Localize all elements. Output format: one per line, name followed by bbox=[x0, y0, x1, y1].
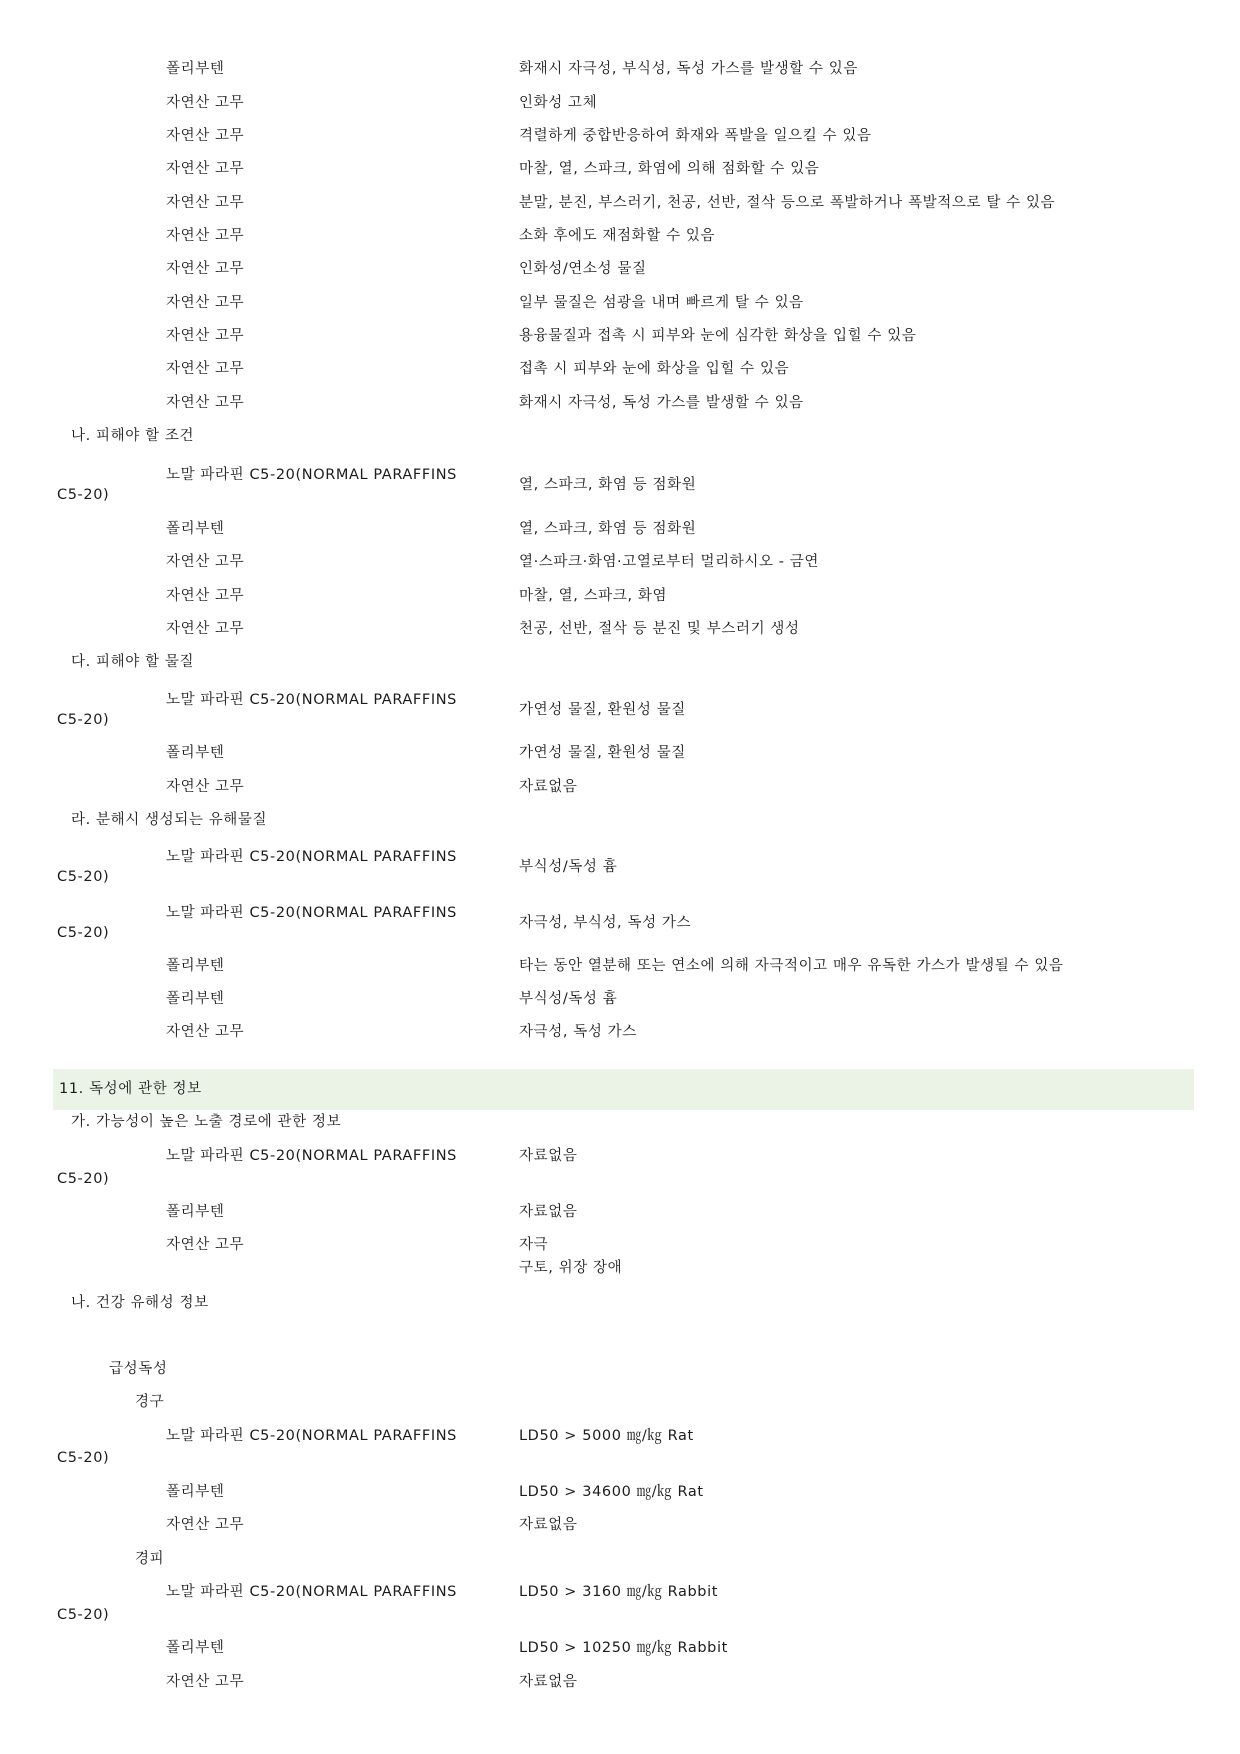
tox-value: 자료없음 bbox=[519, 1674, 578, 1690]
substance-name-continued: C5-20) bbox=[57, 925, 110, 941]
substance-name-continued: C5-20) bbox=[57, 712, 110, 728]
substance-name: 자연산 고무 bbox=[166, 1517, 245, 1533]
substance-name: 노말 파라핀 C5-20(NORMAL PARAFFINS bbox=[166, 849, 457, 865]
subsection-heading: 나. 피해야 할 조건 bbox=[71, 428, 195, 444]
substance-name-continued: C5-20) bbox=[57, 487, 110, 503]
hazard-value: 용융물질과 접촉 시 피부와 눈에 심각한 화상을 입힐 수 있음 bbox=[519, 328, 917, 344]
hazard-value: 부식성/독성 흄 bbox=[519, 859, 618, 875]
hazard-value: 화재시 자극성, 부식성, 독성 가스를 발생할 수 있음 bbox=[519, 61, 859, 77]
hazard-value: 자극성, 독성 가스 bbox=[519, 1024, 637, 1040]
substance-name: 자연산 고무 bbox=[166, 621, 245, 637]
substance-name: 자연산 고무 bbox=[166, 1024, 245, 1040]
tox-value: 자료없음 bbox=[519, 1204, 578, 1220]
hazard-value: 자극성, 부식성, 독성 가스 bbox=[519, 915, 692, 931]
substance-name: 노말 파라핀 C5-20(NORMAL PARAFFINS bbox=[166, 905, 457, 921]
substance-name: 자연산 고무 bbox=[166, 195, 245, 211]
subsection-heading: 다. 피해야 할 물질 bbox=[71, 654, 195, 670]
tox-value-line2: 구토, 위장 장애 bbox=[519, 1260, 623, 1276]
substance-name: 자연산 고무 bbox=[166, 228, 245, 244]
substance-name-continued: C5-20) bbox=[57, 1171, 110, 1187]
substance-name: 자연산 고무 bbox=[166, 128, 245, 144]
substance-name: 자연산 고무 bbox=[166, 395, 245, 411]
substance-name: 폴리부텐 bbox=[166, 958, 225, 974]
substance-name: 자연산 고무 bbox=[166, 1674, 245, 1690]
substance-name: 자연산 고무 bbox=[166, 261, 245, 277]
acute-toxicity-heading: 급성독성 bbox=[109, 1361, 168, 1377]
substance-name-continued: C5-20) bbox=[57, 1607, 110, 1623]
hazard-value: 열, 스파크, 화염 등 점화원 bbox=[519, 521, 697, 537]
substance-name-continued: C5-20) bbox=[57, 1450, 110, 1466]
substance-name: 노말 파라핀 C5-20(NORMAL PARAFFINS bbox=[166, 1428, 457, 1444]
subsection-heading: 나. 건강 유해성 정보 bbox=[71, 1295, 209, 1311]
hazard-value: 화재시 자극성, 독성 가스를 발생할 수 있음 bbox=[519, 395, 804, 411]
dermal-heading: 경피 bbox=[135, 1551, 165, 1567]
oral-heading: 경구 bbox=[135, 1394, 165, 1410]
hazard-value: 가연성 물질, 환원성 물질 bbox=[519, 745, 686, 761]
substance-name: 자연산 고무 bbox=[166, 588, 245, 604]
substance-name-continued: C5-20) bbox=[57, 869, 110, 885]
tox-value: LD50 > 3160 ㎎/㎏ Rabbit bbox=[519, 1584, 719, 1600]
hazard-value: 분말, 분진, 부스러기, 천공, 선반, 절삭 등으로 폭발하거나 폭발적으로 탈 수 있음 bbox=[519, 195, 1056, 211]
substance-name: 자연산 고무 bbox=[166, 779, 245, 795]
substance-name: 노말 파라핀 C5-20(NORMAL PARAFFINS bbox=[166, 1584, 457, 1600]
hazard-value: 일부 물질은 섬광을 내며 빠르게 탈 수 있음 bbox=[519, 295, 804, 311]
hazard-value: 자료없음 bbox=[519, 779, 578, 795]
substance-name: 폴리부텐 bbox=[166, 521, 225, 537]
hazard-value: 마찰, 열, 스파크, 화염 bbox=[519, 588, 668, 604]
tox-value: 자료없음 bbox=[519, 1517, 578, 1533]
hazard-value: 열·스파크·화염·고열로부터 멀리하시오 - 금연 bbox=[519, 554, 820, 570]
tox-value bbox=[519, 1234, 622, 1280]
hazard-value: 열, 스파크, 화염 등 점화원 bbox=[519, 477, 697, 493]
hazard-value: 천공, 선반, 절삭 등 분진 및 부스러기 생성 bbox=[519, 621, 800, 637]
tox-value: LD50 > 10250 ㎎/㎏ Rabbit bbox=[519, 1640, 728, 1656]
hazard-value: 마찰, 열, 스파크, 화염에 의해 점화할 수 있음 bbox=[519, 161, 820, 177]
substance-name: 자연산 고무 bbox=[166, 95, 245, 111]
section-11-header bbox=[53, 1069, 1194, 1110]
substance-name: 폴리부텐 bbox=[166, 1204, 225, 1220]
hazard-value: 격렬하게 중합반응하여 화재와 폭발을 일으킬 수 있음 bbox=[519, 128, 872, 144]
substance-name: 자연산 고무 bbox=[166, 295, 245, 311]
substance-name: 자연산 고무 bbox=[166, 161, 245, 177]
substance-name: 폴리부텐 bbox=[166, 745, 225, 761]
substance-name: 자연산 고무 bbox=[166, 361, 245, 377]
hazard-value: 타는 동안 열분해 또는 연소에 의해 자극적이고 매우 유독한 가스가 발생될 수 있음 bbox=[519, 958, 1064, 974]
hazard-value: 인화성 고체 bbox=[519, 95, 598, 111]
substance-name: 폴리부텐 bbox=[166, 61, 225, 77]
substance-name: 폴리부텐 bbox=[166, 1484, 225, 1500]
substance-name: 노말 파라핀 C5-20(NORMAL PARAFFINS bbox=[166, 1148, 457, 1164]
substance-name: 폴리부텐 bbox=[166, 1640, 225, 1656]
subsection-heading: 가. 가능성이 높은 노출 경로에 관한 정보 bbox=[71, 1114, 342, 1130]
tox-value: LD50 > 5000 ㎎/㎏ Rat bbox=[519, 1428, 694, 1444]
substance-name: 노말 파라핀 C5-20(NORMAL PARAFFINS bbox=[166, 692, 457, 708]
hazard-value: 가연성 물질, 환원성 물질 bbox=[519, 702, 686, 718]
hazard-value: 접촉 시 피부와 눈에 화상을 입힐 수 있음 bbox=[519, 361, 790, 377]
substance-name: 노말 파라핀 C5-20(NORMAL PARAFFINS bbox=[166, 467, 457, 483]
substance-name: 자연산 고무 bbox=[166, 554, 245, 570]
tox-value-line1: 자극 bbox=[519, 1237, 549, 1253]
hazard-value: 소화 후에도 재점화할 수 있음 bbox=[519, 228, 716, 244]
tox-value: 자료없음 bbox=[519, 1148, 578, 1164]
hazard-value: 인화성/연소성 물질 bbox=[519, 261, 647, 277]
section-title: 11. 독성에 관한 정보 bbox=[59, 1081, 202, 1097]
tox-value: LD50 > 34600 ㎎/㎏ Rat bbox=[519, 1484, 704, 1500]
substance-name: 자연산 고무 bbox=[166, 1237, 245, 1253]
substance-name: 폴리부텐 bbox=[166, 991, 225, 1007]
subsection-heading: 라. 분해시 생성되는 유해물질 bbox=[71, 812, 268, 828]
substance-name: 자연산 고무 bbox=[166, 328, 245, 344]
hazard-value: 부식성/독성 흄 bbox=[519, 991, 618, 1007]
